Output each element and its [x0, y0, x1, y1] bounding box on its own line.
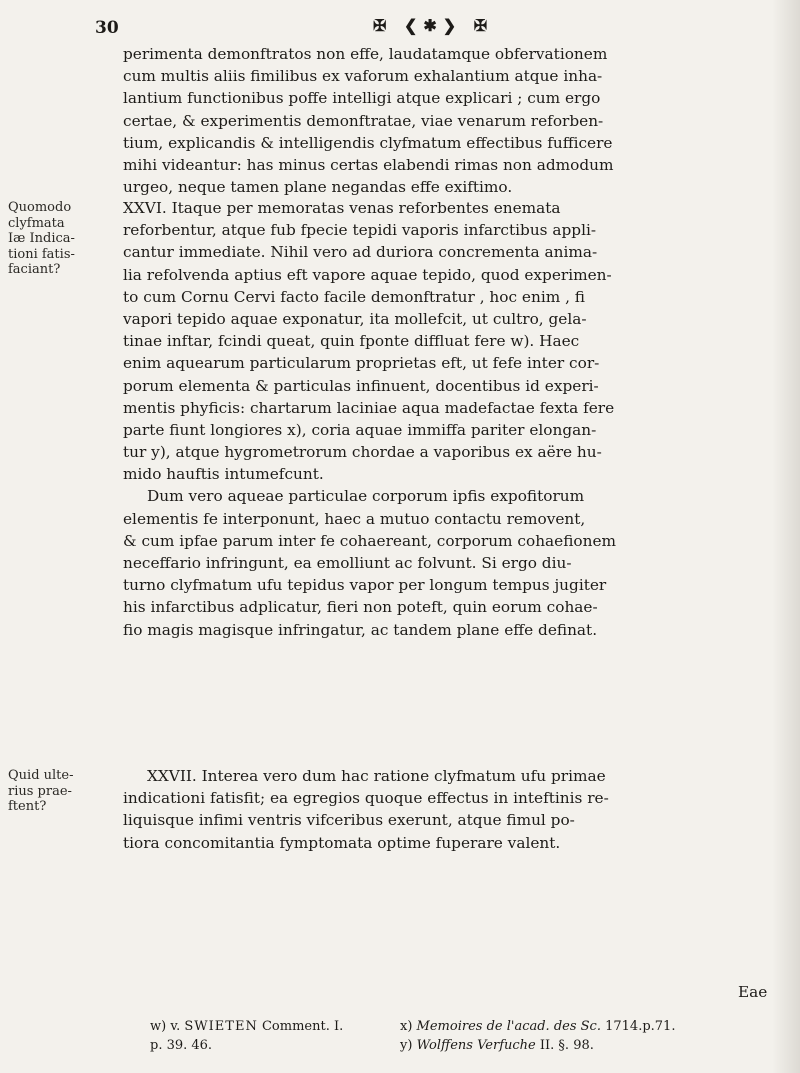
text-line: elementis fe interponunt, haec a mutuo contactu removent, [123, 509, 586, 528]
paragraph-xxvii [123, 765, 783, 854]
text-line: mido hauftis intumefcunt. [123, 465, 324, 484]
paragraph-intro [123, 43, 783, 198]
margin-line: tioni fatis- [8, 246, 75, 262]
text-line: lia refolvenda aptius eft vapore aquae tepido, quod experimen- [123, 265, 612, 284]
text-line: mihi videantur: has minus certas elabendi rimas non admodum [123, 155, 614, 174]
footnote-text: II. §. 98. [539, 1038, 594, 1053]
footnote-mark: x) [400, 1019, 413, 1034]
footnotes [150, 1017, 780, 1055]
margin-line: Iæ Indica- [8, 231, 75, 246]
text-line: parte fiunt longiores x), coria aquae immiffa pariter elongan- [123, 420, 597, 439]
page-edge-shadow [772, 0, 800, 1073]
footnote-x [400, 1017, 675, 1036]
text-line: tur y), atque hygrometrorum chordae a vaporibus ex aëre hu- [123, 443, 602, 462]
footnote-pages: p. 39. 46. [150, 1038, 213, 1053]
text-line: his infarctibus adplicatur, fieri non poteft, quin eorum cohae- [123, 598, 598, 617]
footnote-author: SWIETEN [184, 1019, 258, 1034]
footnote-mark: w) v. [150, 1019, 181, 1034]
footnote-title: Memoires de l'acad. des Sc. [416, 1019, 601, 1034]
page-number: 30 [95, 18, 119, 38]
footnote-row [150, 1017, 780, 1036]
footnote-text: Comment. I. [261, 1019, 344, 1034]
margin-note-quid [8, 768, 108, 815]
text-line: tinae inftar, fcindi queat, quin fponte diffluat fere w). Haec [123, 332, 580, 351]
text-line: & cum ipfae parum inter fe cohaereant, corporum cohaefionem [123, 531, 617, 550]
text-line: mentis phyficis: chartarum laciniae aqua madefactae fexta fere [123, 398, 615, 417]
footnote-title: Wolffens Verfuche [416, 1038, 536, 1053]
text-line: certae, & experimentis demonftratae, viae venarum reforben- [123, 111, 604, 130]
footnote-text: 1714.p.71. [605, 1019, 676, 1034]
text-line: liquisque infimi ventris vifceribus exerunt, atque fimul po- [123, 811, 575, 830]
margin-line: Quid ulte- [8, 768, 74, 783]
text-line: cantur immediate. Nihil vero ad duriora concrementa anima- [123, 243, 598, 262]
footnote-row [150, 1036, 780, 1055]
margin-line: ftent? [8, 799, 47, 814]
text-line: turno clyfmatum ufu tepidus vapor per longum tempus jugiter [123, 576, 607, 595]
margin-line: Quomodo [8, 200, 72, 215]
text-line: tiora concomitantia fymptomata optime fuperare valent. [123, 833, 561, 852]
text-line: lantium functionibus poffe intelligi atque explicari ; cum ergo [123, 89, 601, 108]
text-line: XXVI. Itaque per memoratas venas reforbentes enemata [123, 199, 561, 217]
header-ornament: ✠ ❮✱❯ ✠ [373, 16, 494, 35]
text-line: indicationi fatisfit; ea egregios quoque effectus in inteftinis re- [123, 789, 609, 808]
margin-line: clyfmata [8, 215, 65, 231]
text-line: cum multis aliis fimilibus ex vaforum exhalantium atque inha- [123, 67, 603, 86]
text-line: perimenta demonftratos non effe, laudatamque obfervationem [123, 45, 608, 63]
text-line: XXVII. Interea vero dum hac ratione clyfmatum ufu primae [147, 767, 606, 785]
catchword: Eae [738, 983, 768, 1001]
running-header [95, 14, 755, 44]
text-line: Dum vero aqueae particulae corporum ipfis expofitorum [147, 487, 585, 506]
footnote-y [400, 1036, 594, 1055]
text-line: urgeo, neque tamen plane negandas effe exiftimo. [123, 178, 513, 197]
text-line: tium, explicandis & intelligendis clyfmatum effectibus fufficere [123, 133, 613, 152]
margin-note-quomodo [8, 200, 108, 278]
text-line: enim aquearum particularum proprietas eft, ut fefe inter cor- [123, 354, 600, 373]
margin-line: faciant? [8, 262, 61, 277]
footnote-mark: y) [400, 1038, 413, 1053]
text-line: vapori tepido aquae exponatur, ita mollefcit, ut cultro, gela- [123, 309, 587, 328]
text-line: fio magis magisque infringatur, ac tandem plane effe definat. [123, 620, 598, 639]
margin-line: rius prae- [8, 783, 72, 799]
paragraph-xxvi [123, 197, 783, 641]
text-line: neceffario infringunt, ea emolliunt ac folvunt. Si ergo diu- [123, 554, 572, 572]
text-line: reforbentur, atque fub fpecie tepidi vaporis infarctibus appli- [123, 221, 597, 240]
text-line: to cum Cornu Cervi facto facile demonftratur , hoc enim , fi [123, 287, 586, 306]
text-line: porum elementa & particulas infinuent, docentibus id experi- [123, 376, 599, 395]
